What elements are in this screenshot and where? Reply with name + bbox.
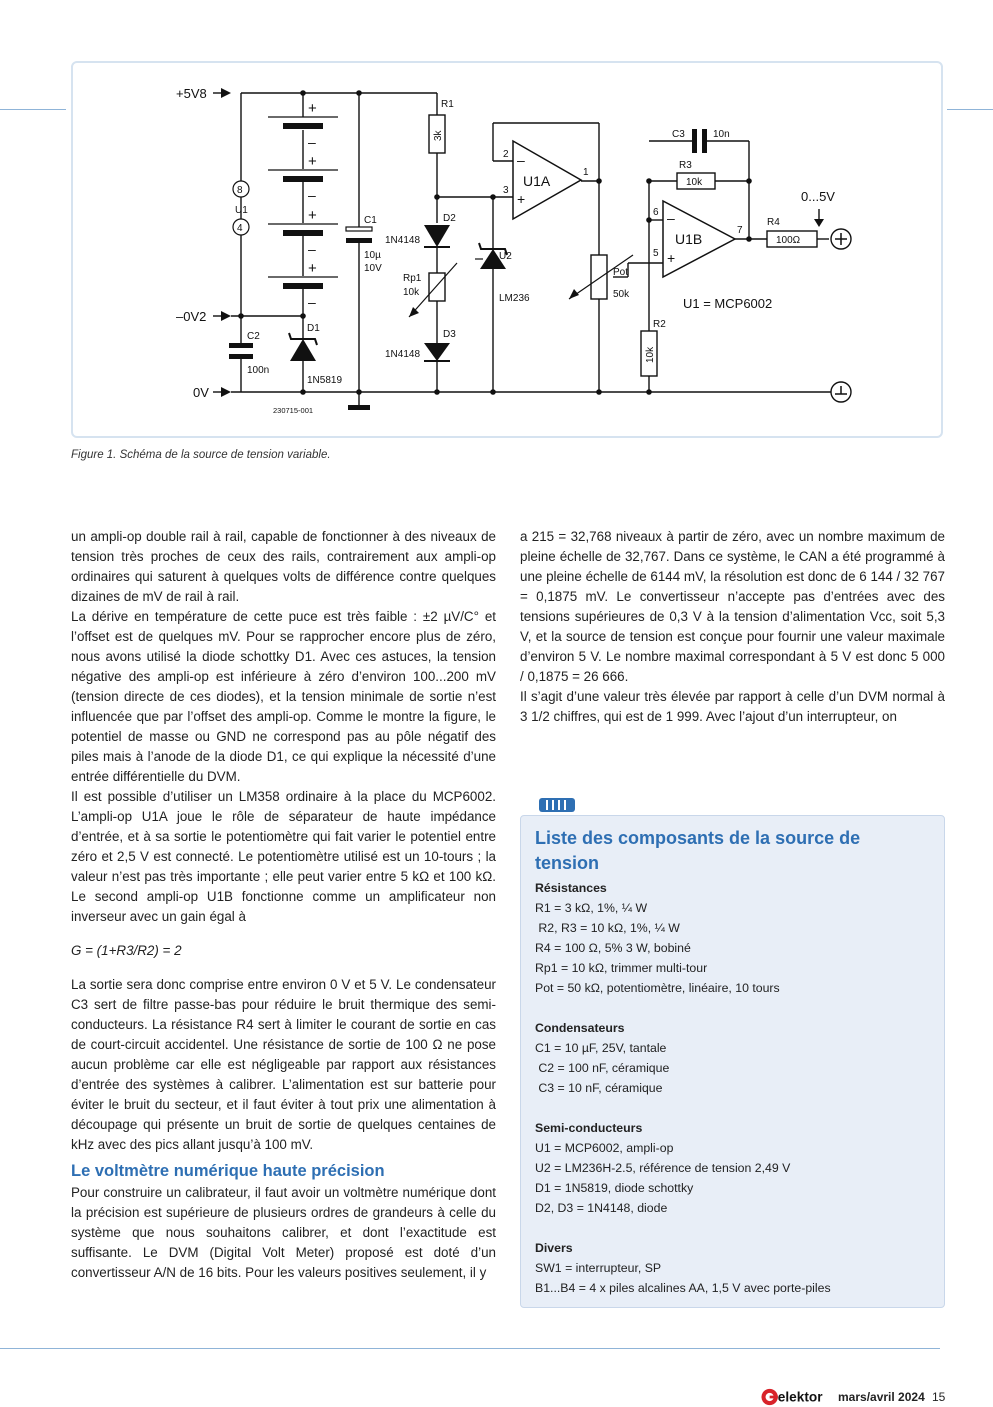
- svg-text:4: 4: [237, 223, 243, 234]
- elektor-logo: [757, 1387, 835, 1407]
- top-left-rule: [0, 109, 66, 110]
- parts-group-title: Résistances: [535, 881, 607, 895]
- group-spacer: [535, 1098, 930, 1118]
- svg-text:10k: 10k: [645, 346, 656, 363]
- svg-text:10k: 10k: [403, 287, 420, 298]
- svg-text:8: 8: [237, 185, 243, 196]
- svg-text:R4: R4: [767, 217, 780, 228]
- group-spacer: [535, 1218, 930, 1238]
- paragraph: un ampli-op double rail à rail, capable de fonctionner à des niveaux de tension très proches de ceux des rails, contrairement aux ampli-op ordinaires qui saturent à quelques volts de différence contre quelques dizaines de mV de rail à rail.: [71, 529, 496, 604]
- svg-text:LM236: LM236: [499, 293, 530, 304]
- svg-text:D1: D1: [307, 323, 320, 334]
- parts-list-item: R4 = 100 Ω, 5% 3 W, bobiné: [535, 941, 691, 955]
- label-v-plus: +5V8: [176, 86, 207, 101]
- svg-text:D2: D2: [443, 213, 456, 224]
- svg-text:C3: C3: [672, 129, 685, 140]
- svg-text:100n: 100n: [247, 365, 270, 376]
- paragraph: La sortie sera donc comprise entre environ 0 V et 5 V. Le condensateur C3 sert de filtre passe-bas pour réduire le bruit thermique des semi-conducteurs. La résistance R4 sert à limiter le courant de sortie en cas de court-circuit accidentel. Une résistance de sortie de 100 Ω ne pose aucun problème car elle est négligeable par rapport aux résistances d’entrée des systèmes à calibrer. L’alimentation est sur batterie pour éviter le bruit du secteur, et il faut éviter à tout prix une alimentation à découpage qui présente un bruit de sortie de quelques centaines de kHz avec des pics allant jusqu’à 100 mV.: [71, 977, 496, 1152]
- svg-text:10n: 10n: [713, 129, 730, 140]
- left-column: [71, 527, 496, 1283]
- svg-text:R2: R2: [653, 319, 666, 330]
- svg-text:D3: D3: [443, 329, 456, 340]
- parts-group-title: Condensateurs: [535, 1021, 625, 1035]
- svg-text:+: +: [308, 100, 317, 117]
- svg-text:–: –: [308, 241, 316, 257]
- svg-text:–: –: [308, 134, 316, 150]
- svg-text:+: +: [517, 191, 526, 207]
- parts-group-title: Divers: [535, 1241, 573, 1255]
- svg-text:+: +: [667, 250, 676, 266]
- parts-list-box: [520, 815, 945, 1308]
- schematic-figure: [71, 61, 943, 438]
- svg-text:10µ: 10µ: [364, 250, 381, 261]
- svg-text:C2: C2: [247, 331, 260, 342]
- label-v-minus: –0V2: [176, 309, 207, 324]
- svg-text:50k: 50k: [613, 289, 630, 300]
- parts-list-item: Pot = 50 kΩ, potentiomètre, linéaire, 10 tours: [535, 981, 780, 995]
- svg-text:R3: R3: [679, 160, 692, 171]
- parts-list-item: D2, D3 = 1N4148, diode: [535, 1201, 668, 1215]
- svg-text:3: 3: [503, 185, 509, 196]
- svg-text:C1: C1: [364, 215, 377, 226]
- svg-text:6: 6: [653, 207, 659, 218]
- svg-text:+: +: [308, 260, 317, 277]
- svg-text:–: –: [517, 152, 525, 168]
- svg-text:Pot: Pot: [613, 267, 629, 278]
- parts-list-item: B1...B4 = 4 x piles alcalines AA, 1,5 V avec porte-piles: [535, 1281, 831, 1295]
- section-heading: Le voltmètre numérique haute précision: [71, 1162, 385, 1180]
- top-right-rule: [947, 109, 993, 110]
- paragraph: Il est possible d’utiliser un LM358 ordinaire à la place du MCP6002. L’ampli-op U1A joue le rôle de séparateur de haute impédance d’entrée, et à sa sortie le potentiomètre qui fait varier le potentiel entre zéro et 2,5 V est connecté. Le potentiomètre utilisé est un 10-tours ; la valeur n’est pas très importante ; elle peut varier entre 5 kΩ et 100 kΩ. Le second ampli-op U1B fonctionne comme un amplificateur non inverseur avec un gain égal à: [71, 789, 496, 924]
- svg-text:3k: 3k: [433, 130, 444, 141]
- svg-text:10V: 10V: [364, 263, 382, 274]
- svg-text:R1: R1: [441, 99, 454, 110]
- component-resistor-icon: [537, 794, 577, 814]
- parts-list-item: C3 = 10 nF, céramique: [535, 1081, 663, 1095]
- paragraph: La dérive en température de cette puce est très faible : ±2 µV/C° et l’offset est de quelques mV. Pour se rapprocher encore plus de zéro, nous avons utilisé la diode schottky D1. Avec ces astuces, la tension négative des ampli-op est inférieure à zéro d’environ 100...200 mV (tension directe de ces diodes), et la tension minimale de sortie n’est influencée que par l’offset des ampli-op. Comme le montre la figure, le potentiel de masse ou GND ne correspond pas au pôle négatif des piles mais à l’anode de la diode D1, ce qui explique la nécessité d’une entrée différentielle du DVM.: [71, 609, 496, 784]
- svg-text:230715-001: 230715-001: [273, 406, 314, 415]
- parts-list-item: Rp1 = 10 kΩ, trimmer multi-tour: [535, 961, 708, 975]
- group-spacer: [535, 998, 930, 1018]
- paragraph: a 215 = 32,768 niveaux à partir de zéro, avec un nombre maximum de pleine échelle de 32,767. Dans ce système, le CAN a été programmé à une pleine échelle de 6144 mV, la résolution est donc de 6 144 / 32 767 = 0,1875 mV. Le convertisseur n’accepte pas d’entrées avec des tensions supérieures de 0,3 V à la tension d’alimentation Vcc, soit 5,3 V, et la source de tension est conçue pour fournir une valeur maximale d’environ 5 V. Le nombre maximal correspondant à 5 V est donc 5 000 / 0,1875 = 26 666.: [520, 529, 945, 684]
- svg-text:U1 = MCP6002: U1 = MCP6002: [683, 296, 773, 311]
- footer-rule: [0, 1348, 940, 1349]
- svg-text:1N4148: 1N4148: [385, 349, 421, 360]
- parts-group-title: Semi-conducteurs: [535, 1121, 643, 1135]
- parts-list-item: C1 = 10 µF, 25V, tantale: [535, 1041, 667, 1055]
- svg-text:elektor: elektor: [777, 1389, 823, 1405]
- svg-text:+: +: [308, 207, 317, 224]
- svg-text:1: 1: [583, 167, 589, 178]
- svg-text:1N5819: 1N5819: [307, 375, 343, 386]
- parts-list-item: SW1 = interrupteur, SP: [535, 1261, 662, 1275]
- svg-text:U1: U1: [235, 205, 248, 216]
- svg-text:–: –: [308, 294, 316, 310]
- parts-groups: [535, 878, 930, 1298]
- issue-date: mars/avril 2024: [838, 1390, 925, 1404]
- parts-list-item: D1 = 1N5819, diode schottky: [535, 1181, 694, 1195]
- svg-text:+: +: [308, 153, 317, 170]
- figure-caption: Figure 1. Schéma de la source de tension variable.: [71, 449, 331, 461]
- svg-text:Rp1: Rp1: [403, 273, 422, 284]
- svg-text:7: 7: [737, 225, 743, 236]
- parts-list-title: Liste des composants de la source de tension: [535, 828, 861, 873]
- parts-list-item: U2 = LM236H-2.5, référence de tension 2,49 V: [535, 1161, 791, 1175]
- parts-list-item: R2, R3 = 10 kΩ, 1%, ¼ W: [535, 921, 680, 935]
- svg-text:–: –: [308, 187, 316, 203]
- gain-formula: G = (1+R3/R2) = 2: [71, 943, 182, 958]
- right-column: [520, 527, 945, 727]
- svg-text:10k: 10k: [686, 177, 703, 188]
- svg-text:2: 2: [503, 149, 509, 160]
- svg-text:U2: U2: [499, 251, 512, 262]
- paragraph: Il s’agit d’une valeur très élevée par rapport à celle d’un DVM normal à 3 1/2 chiffres, qui est de 1 999. Avec l’ajout d’un interrupteur, on: [520, 689, 945, 724]
- svg-text:U1A: U1A: [523, 173, 551, 189]
- paragraph: Pour construire un calibrateur, il faut avoir un voltmètre numérique dont la précision est supérieure de plusieurs ordres de grandeurs à celle du système que nous souhaitons calibrer, et dont l’exactitude est suffisante. Le DVM (Digital Volt Meter) proposé est doté d’un convertisseur A/N de 16 bits. Pour les valeurs positives seulement, il y: [71, 1185, 496, 1280]
- svg-text:–: –: [667, 210, 675, 226]
- parts-list-item: U1 = MCP6002, ampli-op: [535, 1141, 674, 1155]
- parts-list-item: R1 = 3 kΩ, 1%, ¼ W: [535, 901, 648, 915]
- parts-list-item: C2 = 100 nF, céramique: [535, 1061, 670, 1075]
- svg-text:0...5V: 0...5V: [801, 189, 835, 204]
- svg-text:100Ω: 100Ω: [776, 235, 801, 246]
- svg-text:1N4148: 1N4148: [385, 235, 421, 246]
- svg-text:5: 5: [653, 248, 659, 259]
- page-number: 15: [932, 1390, 946, 1404]
- label-v-zero: 0V: [193, 385, 209, 400]
- svg-text:U1B: U1B: [675, 231, 703, 247]
